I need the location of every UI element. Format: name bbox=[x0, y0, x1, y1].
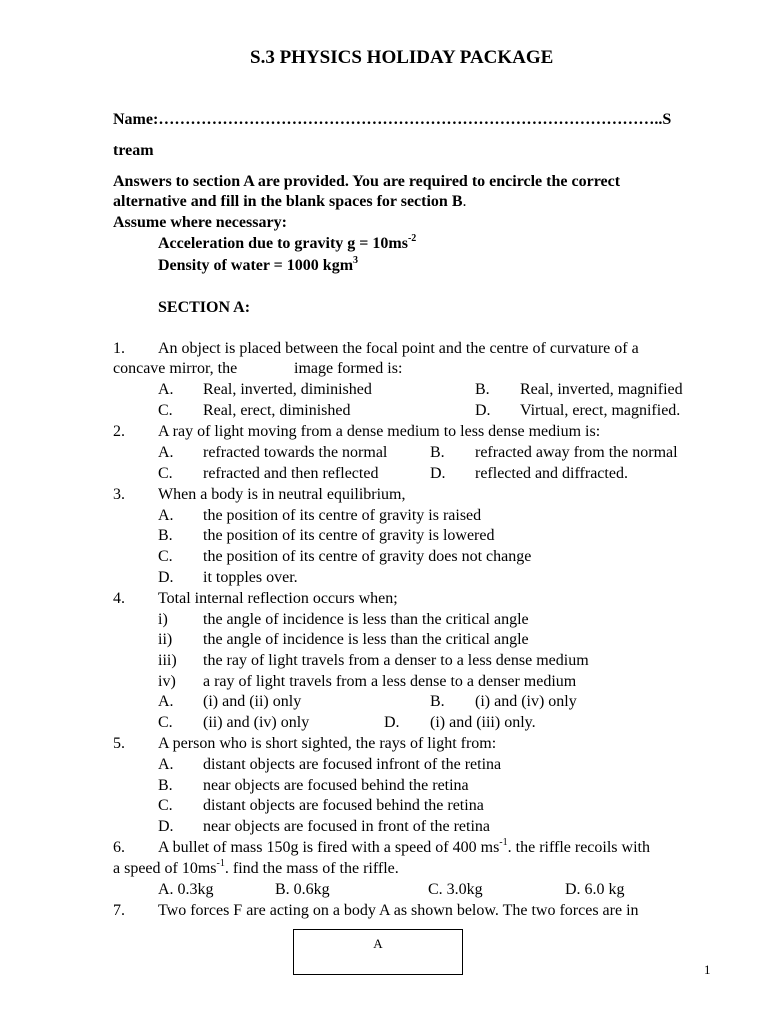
q6-option-a: A. 0.3kg bbox=[158, 881, 214, 898]
gravity-text: Acceleration due to gravity g = 10ms bbox=[158, 235, 408, 252]
q2-option-a: refracted towards the normal bbox=[203, 444, 388, 461]
q2-option-d: reflected and diffracted. bbox=[475, 465, 628, 482]
assume-heading: Assume where necessary: bbox=[113, 214, 287, 231]
q1-option-d: Virtual, erect, magnified. bbox=[520, 402, 681, 419]
density-exponent: 3 bbox=[353, 254, 359, 266]
q6-text-line-2 bbox=[113, 859, 399, 879]
instructions-line-1: Answers to section A are provided. You are required to encircle the correct bbox=[113, 173, 621, 190]
q2-text: A ray of light moving from a dense medium to less dense medium is: bbox=[158, 423, 601, 440]
body-a-label: A bbox=[373, 936, 383, 951]
q7-number: 7. bbox=[113, 902, 125, 919]
q3-option-d-label: D. bbox=[158, 569, 174, 586]
q6-exponent-1: -1 bbox=[499, 836, 508, 848]
gravity-exponent: -2 bbox=[407, 232, 417, 244]
q2-number: 2. bbox=[113, 423, 125, 440]
q3-text: When a body is in neutral equilibrium, bbox=[158, 486, 406, 503]
density-text: Density of water = 1000 kgm bbox=[158, 257, 354, 274]
q4-statement-i-label: i) bbox=[158, 611, 168, 628]
name-line: Name:…………………………………………………………………………………..S bbox=[113, 111, 672, 128]
q1-option-b-label: B. bbox=[475, 381, 490, 398]
q4-option-d-label: D. bbox=[384, 714, 400, 731]
q1-option-c-label: C. bbox=[158, 402, 173, 419]
page-number: 1 bbox=[704, 962, 711, 977]
q6-option-c: C. 3.0kg bbox=[428, 881, 483, 898]
q4-option-a-label: A. bbox=[158, 693, 174, 710]
q6-text-line-1b: . the riffle recoils with bbox=[507, 839, 650, 856]
q4-statement-iii: the ray of light travels from a denser to a less dense medium bbox=[203, 652, 589, 669]
q4-option-b: (i) and (iv) only bbox=[475, 693, 577, 710]
q3-option-c-label: C. bbox=[158, 548, 173, 565]
q5-option-b: near objects are focused behind the retina bbox=[203, 777, 469, 794]
q4-statement-iv: a ray of light travels from a less dense to a denser medium bbox=[203, 673, 577, 690]
q4-option-b-label: B. bbox=[430, 693, 445, 710]
q3-option-c: the position of its centre of gravity does not change bbox=[203, 548, 532, 565]
q1-text-line-2a: concave mirror, the bbox=[113, 360, 238, 377]
q5-option-c-label: C. bbox=[158, 797, 173, 814]
q6-exponent-2: -1 bbox=[216, 857, 225, 869]
q3-option-a: the position of its centre of gravity is raised bbox=[203, 507, 482, 524]
q1-option-a-label: A. bbox=[158, 381, 174, 398]
q5-option-b-label: B. bbox=[158, 777, 173, 794]
q4-statement-i: the angle of incidence is less than the critical angle bbox=[203, 611, 529, 628]
q3-option-a-label: A. bbox=[158, 507, 174, 524]
q2-option-a-label: A. bbox=[158, 444, 174, 461]
instructions-line-2 bbox=[113, 192, 467, 212]
q2-option-b-label: B. bbox=[430, 444, 445, 461]
q6-text-line-2a: a speed of 10ms bbox=[113, 860, 217, 877]
q1-option-a: Real, inverted, diminished bbox=[203, 381, 372, 398]
q1-option-c: Real, erect, diminished bbox=[203, 402, 351, 419]
q1-option-b: Real, inverted, magnified bbox=[520, 381, 683, 398]
q4-statement-ii-label: ii) bbox=[158, 631, 173, 648]
q3-number: 3. bbox=[113, 486, 125, 503]
q6-text-line-2b: . find the mass of the riffle. bbox=[224, 860, 399, 877]
instructions-line-2-period: . bbox=[462, 193, 467, 210]
q2-option-b: refracted away from the normal bbox=[475, 444, 678, 461]
q3-option-d: it topples over. bbox=[203, 569, 298, 586]
q6-option-d: D. 6.0 kg bbox=[565, 881, 625, 898]
q5-option-a-label: A. bbox=[158, 756, 174, 773]
section-a-heading: SECTION A: bbox=[158, 299, 251, 316]
q3-option-b: the position of its centre of gravity is lowered bbox=[203, 527, 495, 544]
density-constant bbox=[158, 256, 358, 276]
q2-option-c: refracted and then reflected bbox=[203, 465, 379, 482]
q4-option-c-label: C. bbox=[158, 714, 173, 731]
q4-option-a: (i) and (ii) only bbox=[203, 693, 302, 710]
q5-number: 5. bbox=[113, 735, 125, 752]
q5-option-c: distant objects are focused behind the retina bbox=[203, 797, 484, 814]
q1-text-line-1: An object is placed between the focal point and the centre of curvature of a bbox=[158, 340, 639, 357]
q1-number: 1. bbox=[113, 340, 125, 357]
q7-text: Two forces F are acting on a body A as shown below. The two forces are in bbox=[158, 902, 639, 919]
q3-option-b-label: B. bbox=[158, 527, 173, 544]
q2-option-d-label: D. bbox=[430, 465, 446, 482]
instructions-line-2-bold: alternative and fill in the blank spaces for section B bbox=[113, 193, 463, 210]
q6-text-line-1 bbox=[158, 838, 650, 858]
q5-option-a: distant objects are focused infront of the retina bbox=[203, 756, 502, 773]
q1-text-line-2b: image formed is: bbox=[294, 360, 403, 377]
gravity-constant bbox=[158, 234, 416, 254]
q4-statement-iii-label: iii) bbox=[158, 652, 177, 669]
q5-option-d-label: D. bbox=[158, 818, 174, 835]
q2-option-c-label: C. bbox=[158, 465, 173, 482]
q4-option-d: (i) and (iii) only. bbox=[430, 714, 536, 731]
q5-option-d: near objects are focused in front of the retina bbox=[203, 818, 490, 835]
q4-number: 4. bbox=[113, 590, 125, 607]
q4-text: Total internal reflection occurs when; bbox=[158, 590, 398, 607]
q6-text-line-1a: A bullet of mass 150g is fired with a speed of 400 ms bbox=[158, 839, 500, 856]
page-title: S.3 PHYSICS HOLIDAY PACKAGE bbox=[250, 47, 554, 68]
body-a-diagram-box bbox=[293, 929, 463, 975]
q4-statement-iv-label: iv) bbox=[158, 673, 176, 690]
q5-text: A person who is short sighted, the rays of light from: bbox=[158, 735, 497, 752]
stream-line: tream bbox=[113, 142, 154, 159]
q1-option-d-label: D. bbox=[475, 402, 491, 419]
q6-number: 6. bbox=[113, 839, 125, 856]
q4-statement-ii: the angle of incidence is less than the critical angle bbox=[203, 631, 529, 648]
q4-option-c: (ii) and (iv) only bbox=[203, 714, 310, 731]
q6-option-b: B. 0.6kg bbox=[275, 881, 330, 898]
